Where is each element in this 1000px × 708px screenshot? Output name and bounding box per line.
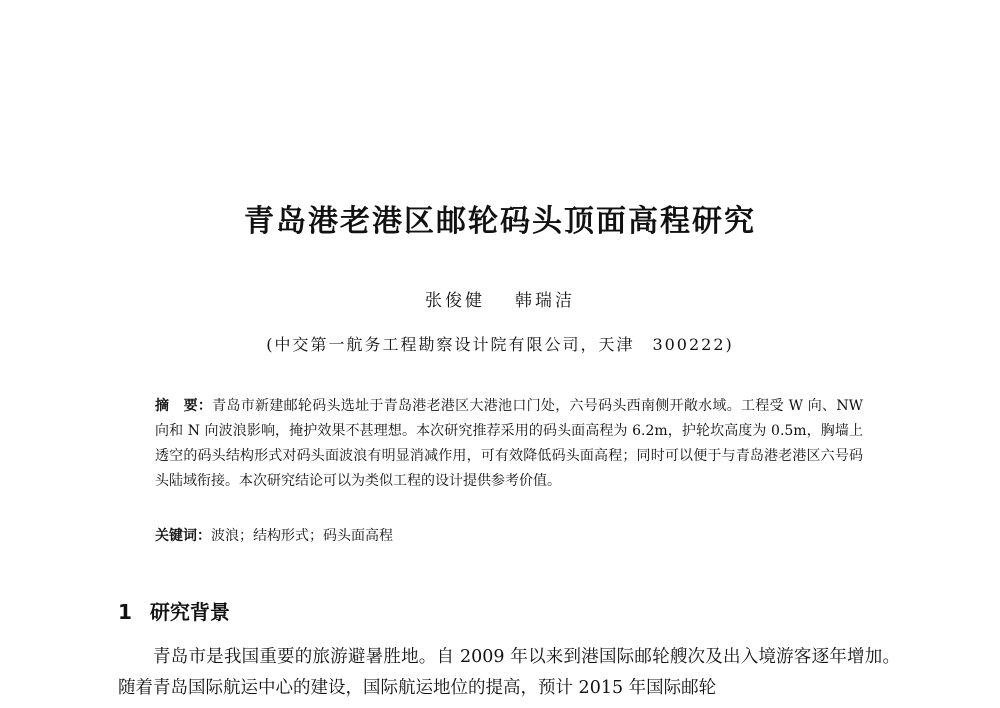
section-number: 1 xyxy=(118,600,132,624)
keywords xyxy=(155,524,863,549)
section-heading xyxy=(118,596,230,625)
paper-title: 青岛港老港区邮轮码头顶面高程研究 xyxy=(244,204,756,239)
keywords-text: 波浪；结构形式；码头面高程 xyxy=(211,528,393,544)
author-affiliation: (中交第一航务工程勘察设计院有限公司，天津 300222) xyxy=(266,335,734,354)
author-name: 韩瑞洁 xyxy=(515,291,575,311)
author-name: 张俊健 xyxy=(425,291,485,311)
section-title: 研究背景 xyxy=(149,600,230,624)
abstract xyxy=(155,394,863,494)
author-list xyxy=(0,286,1000,311)
abstract-label: 摘 要： xyxy=(155,398,213,414)
keywords-label: 关键词： xyxy=(155,528,211,544)
abstract-text: 青岛市新建邮轮码头选址于青岛港老港区大港池口门处，六号码头西南侧开敞水域。工程受 W 向、NW 向和 N 向波浪影响，掩护效果不甚理想。本次研究推荐采用的码头面高程为 6.2m，护轮坎高度为 0.5m，胸墙上透空的码头结构形式对码头面波浪有明显消减作用，可有效降低码头面高程；同时可以便于与青岛港老港区六号码头陆域衔接。本次研究结论可以为类似工程的设计提供参考价值。 xyxy=(155,398,863,489)
body-paragraph: 青岛市是我国重要的旅游避暑胜地。自 2009 年以来到港国际邮轮艘次及出入境游客逐年增加。随着青岛国际航运中心的建设，国际航运地位的提高，预计 2015 年国际邮轮 xyxy=(118,647,900,698)
